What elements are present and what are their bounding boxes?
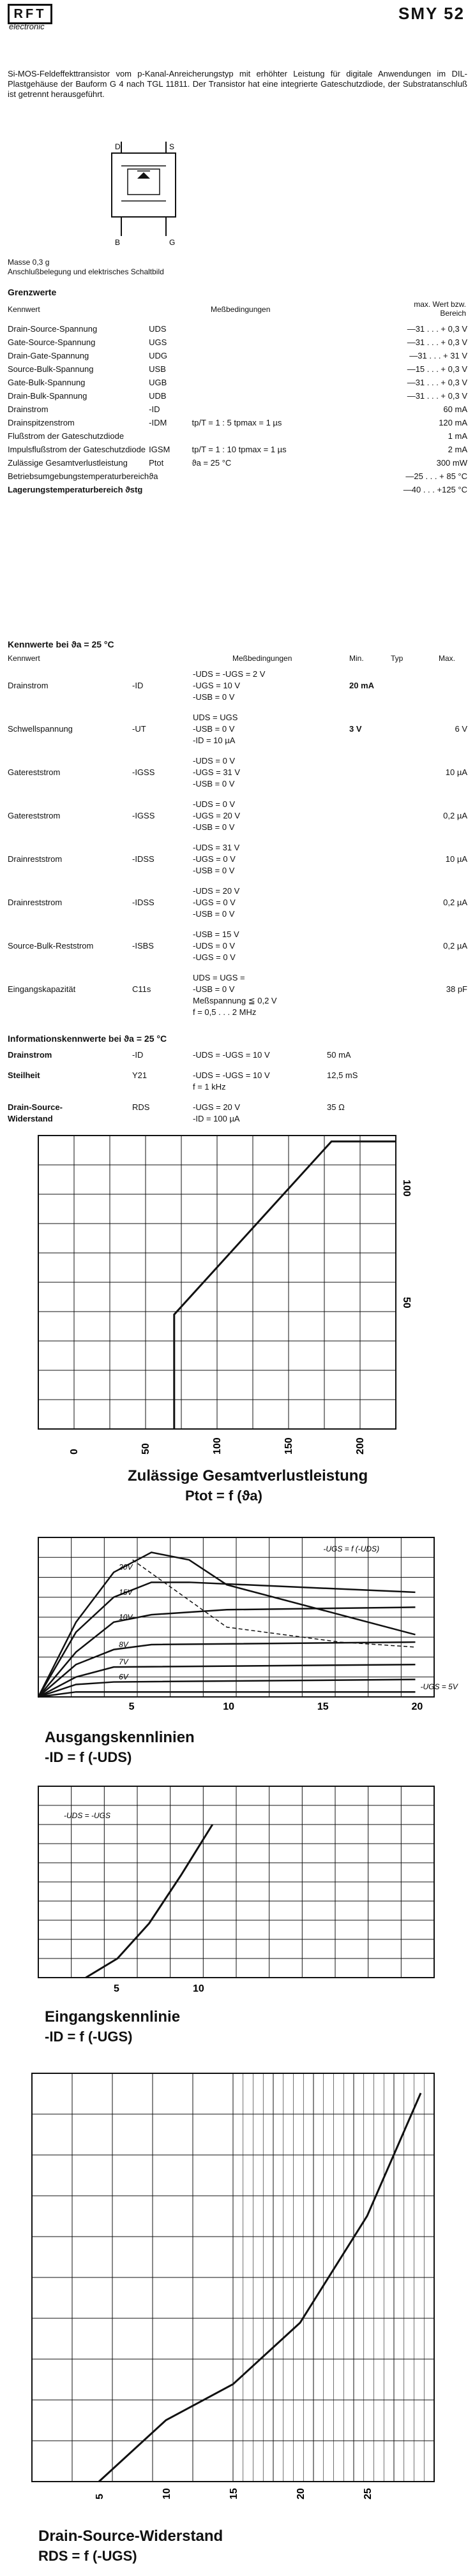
char-row xyxy=(8,972,467,1027)
limits-val: —15 . . . + 0,3 V xyxy=(407,364,467,374)
chart1-function: Ptot = f (ϑa) xyxy=(185,1488,262,1504)
output-curve xyxy=(38,1680,415,1697)
char-min: 20 mA xyxy=(349,681,375,690)
limits-row xyxy=(8,389,467,403)
limits-name: Drainstrom xyxy=(8,404,49,414)
info-val: 35 Ω xyxy=(327,1102,345,1112)
char-row xyxy=(8,842,467,885)
limits-row xyxy=(8,336,467,349)
info-name: Steilheit xyxy=(8,1070,40,1080)
char-name: Eingangskapazität xyxy=(8,984,76,994)
char-max: 10 µA xyxy=(445,767,467,777)
info-row xyxy=(8,1070,467,1097)
chart2-function: -ID = f (-UDS) xyxy=(45,1749,132,1765)
limits-row xyxy=(8,349,467,362)
char-max: 38 pF xyxy=(446,984,467,994)
chart2-title: Ausgangskennlinien xyxy=(45,1729,195,1746)
char-cond: -USB = 15 V -UDS = 0 V -UGS = 0 V xyxy=(193,929,239,962)
char-sym: -IGSS xyxy=(132,811,155,820)
char-sym: C11s xyxy=(132,984,151,994)
limits-cond: ϑa = 25 °C xyxy=(192,458,232,468)
package-diagram xyxy=(96,140,192,249)
limits-sym: IGSM xyxy=(149,445,170,454)
char-name: Drainreststrom xyxy=(8,854,63,864)
char-cond: UDS = UGS -USB = 0 V -ID = 10 µA xyxy=(193,713,238,745)
limits-name: Impulsflußstrom der Gateschutzdiode xyxy=(8,445,146,454)
limits-name: Drain-Gate-Spannung xyxy=(8,351,89,360)
limits-name: Drain-Bulk-Spannung xyxy=(8,391,87,401)
limits-row xyxy=(8,483,467,496)
char-col-name: Kennwert xyxy=(8,654,40,663)
info-sym: -ID xyxy=(132,1050,144,1060)
x-tick-label: 10 xyxy=(223,1701,235,1712)
limits-val: 2 mA xyxy=(448,445,467,454)
chart4-function: RDS = f (-UGS) xyxy=(38,2548,137,2564)
limits-val: 1 mA xyxy=(448,431,467,441)
limits-sym: USB xyxy=(149,364,166,374)
char-cond: -UDS = 31 V -UGS = 0 V -USB = 0 V xyxy=(193,843,240,875)
char-name: Gatereststrom xyxy=(8,767,61,777)
limits-col-val: max. Wert bzw. Bereich xyxy=(414,300,466,318)
limits-name: Lagerungstemperaturbereich ϑstg xyxy=(8,485,143,494)
char-cond: -UDS = 20 V -UGS = 0 V -USB = 0 V xyxy=(193,886,240,919)
x-tick-label: 5 xyxy=(114,1983,119,1994)
pin-label: D xyxy=(115,142,121,151)
limits-val: —31 . . . + 0,3 V xyxy=(407,391,467,401)
char-max: 6 V xyxy=(455,724,467,734)
limits-col-cond: Meßbedingungen xyxy=(211,305,271,314)
mass-text: Masse 0,3 g xyxy=(8,258,50,267)
info-val: 12,5 mS xyxy=(327,1070,358,1080)
limits-row xyxy=(8,376,467,389)
limits-name: Drainspitzenstrom xyxy=(8,418,75,427)
limits-val: —25 . . . + 85 °C xyxy=(405,471,467,481)
limits-val: —31 . . . + 31 V xyxy=(409,351,467,360)
info-row xyxy=(8,1049,467,1065)
chart-note: -UGS = f (-UDS) xyxy=(323,1544,380,1553)
limits-cond xyxy=(192,483,335,496)
info-title: Informationskennwerte bei ϑa = 25 °C xyxy=(8,1033,167,1044)
curve-label: 20V xyxy=(119,1562,133,1572)
limits-col-name: Kennwert xyxy=(8,305,40,314)
char-row xyxy=(8,799,467,842)
char-sym: -IGSS xyxy=(132,767,155,777)
char-sym: -ID xyxy=(132,681,144,690)
char-name: Drainstrom xyxy=(8,681,49,690)
logo-text: RFT xyxy=(13,6,47,21)
char-cond: -UDS = -UGS = 2 V -UGS = 10 V -USB = 0 V xyxy=(193,669,266,702)
info-name: Drainstrom xyxy=(8,1050,52,1060)
x-tick-label: 20 xyxy=(296,2488,306,2499)
limits-row xyxy=(8,443,467,456)
info-cond: -UGS = 20 V -ID = 100 µA xyxy=(193,1102,241,1123)
limits-name: Betriebsumgebungstemperaturbereich xyxy=(8,471,149,481)
info-cond: -UDS = -UGS = 10 V f = 1 kHz xyxy=(193,1070,270,1092)
y-tick-label: 100 xyxy=(401,1180,412,1197)
pin-label: G xyxy=(169,238,176,247)
info-sym: RDS xyxy=(132,1102,150,1112)
package-info xyxy=(8,258,164,277)
power-curve xyxy=(174,1141,396,1429)
char-sym: -IDSS xyxy=(132,898,155,907)
limits-name: Source-Bulk-Spannung xyxy=(8,364,94,374)
package-caption: Anschlußbelegung und elektrisches Schaltbild xyxy=(8,267,164,276)
chart-output-characteristics xyxy=(26,1531,458,1722)
chart-transfer-characteristic xyxy=(26,1780,453,2000)
char-col-min: Min. xyxy=(349,654,364,663)
chart3-function: -ID = f (-UGS) xyxy=(45,2029,133,2045)
power-hyperbola xyxy=(133,1560,416,1647)
limits-val: 120 mA xyxy=(439,418,467,427)
limits-sym: Ptot xyxy=(149,458,164,468)
output-curve xyxy=(38,1692,415,1697)
limits-sym: UDG xyxy=(149,351,168,360)
curve-label: 6V xyxy=(119,1672,128,1682)
x-tick-label: 5 xyxy=(128,1701,135,1712)
x-tick-label: 50 xyxy=(140,1443,151,1455)
curve-label: 8V xyxy=(119,1640,128,1649)
limits-cond xyxy=(192,470,335,483)
limits-row xyxy=(8,322,467,336)
limits-cond: tp/T = 1 : 10 tpmax = 1 µs xyxy=(192,445,287,454)
limits-val: —31 . . . + 0,3 V xyxy=(407,337,467,347)
chart-note: -UDS = -UGS xyxy=(64,1811,111,1820)
info-sym: Y21 xyxy=(132,1070,147,1080)
chart4-title: Drain-Source-Widerstand xyxy=(38,2528,223,2545)
limits-cond xyxy=(192,362,335,376)
char-name: Drainreststrom xyxy=(8,898,63,907)
limits-name: Zulässige Gesamtverlustleistung xyxy=(8,458,128,468)
char-row xyxy=(8,712,467,755)
output-curve xyxy=(38,1642,415,1697)
char-cond: UDS = UGS = -USB = 0 V Meßspannung ≦ 0,2 V f = 0,5 . . . 2 MHz xyxy=(193,973,277,1017)
char-row xyxy=(8,755,467,799)
char-row xyxy=(8,669,467,712)
output-curve xyxy=(38,1552,415,1697)
characteristics-title: Kennwerte bei ϑa = 25 °C xyxy=(8,639,114,649)
x-tick-label: 20 xyxy=(411,1701,423,1712)
chart3-title: Eingangskennlinie xyxy=(45,2008,181,2025)
limits-cond xyxy=(192,376,335,389)
curve-label: -UGS = 5V xyxy=(420,1682,458,1692)
limits-val: 300 mW xyxy=(436,458,467,468)
limits-title: Grenzwerte xyxy=(8,287,57,297)
chart-drain-source-resistance xyxy=(19,2067,460,2520)
x-tick-label: 15 xyxy=(317,1701,329,1712)
char-min: 3 V xyxy=(349,724,362,734)
curve-label: 7V xyxy=(119,1657,128,1667)
limits-sym: UGS xyxy=(149,337,167,347)
x-tick-label: 200 xyxy=(355,1437,366,1455)
char-max: 0,2 µA xyxy=(443,898,467,907)
limits-sym: ϑa xyxy=(149,471,158,481)
char-col-max: Max. xyxy=(439,654,456,663)
x-tick-label: 25 xyxy=(363,2488,373,2499)
limits-sym: -IDM xyxy=(149,418,167,427)
char-sym: -UT xyxy=(132,724,146,734)
part-number: SMY 52 xyxy=(398,4,465,23)
info-cond: -UDS = -UGS = 10 V xyxy=(193,1050,270,1060)
limits-name: Gate-Source-Spannung xyxy=(8,337,96,347)
limits-sym: UGB xyxy=(149,378,167,387)
limits-sym: UDB xyxy=(149,391,167,401)
intro-text: Si-MOS-Feldeffekttransistor vom p-Kanal-Anreicherungstyp mit erhöhter Leistung für digitale Anwendungen im DIL-Plastgehäuse der Bauform G 4 nach TGL 11811. Der Transistor hat eine integrierte Gateschutzdiode, der Substratanschluß ist getrennt herausgeführt. xyxy=(8,69,467,99)
x-tick-label: 15 xyxy=(229,2488,239,2499)
curve-label: 15V xyxy=(119,1587,133,1597)
limits-sym xyxy=(149,429,192,443)
char-row xyxy=(8,885,467,929)
limits-cond: tp/T = 1 : 5 tpmax = 1 µs xyxy=(192,418,282,427)
info-val: 50 mA xyxy=(327,1050,351,1060)
limits-sym: -ID xyxy=(149,404,160,414)
char-name: Gatereststrom xyxy=(8,811,61,820)
limits-row xyxy=(8,362,467,376)
limits-name: Drain-Source-Spannung xyxy=(8,324,98,334)
limits-cond xyxy=(192,429,335,443)
info-name: Drain-Source-Widerstand xyxy=(8,1102,63,1123)
rds-curve xyxy=(99,2093,421,2482)
limits-cond xyxy=(192,389,335,403)
x-tick-label: 150 xyxy=(283,1437,294,1455)
char-max: 0,2 µA xyxy=(443,811,467,820)
char-row xyxy=(8,929,467,972)
limits-table xyxy=(8,322,467,496)
chart-power-derating xyxy=(26,1129,434,1461)
limits-cond xyxy=(192,349,335,362)
limits-row xyxy=(8,416,467,429)
pin-label: S xyxy=(169,142,175,151)
limits-val: —31 . . . + 0,3 V xyxy=(407,378,467,387)
limits-row xyxy=(8,429,467,443)
char-cond: -UDS = 0 V -UGS = 31 V -USB = 0 V xyxy=(193,756,241,788)
info-row xyxy=(8,1102,467,1129)
char-name: Schwellspannung xyxy=(8,724,73,734)
limits-cond xyxy=(192,403,335,416)
limits-row xyxy=(8,470,467,483)
limits-row xyxy=(8,403,467,416)
curve-label: 10V xyxy=(119,1612,133,1622)
limits-val: —40 . . . +125 °C xyxy=(403,485,467,494)
limits-sym: UDS xyxy=(149,324,167,334)
char-max: 0,2 µA xyxy=(443,941,467,951)
char-max: 10 µA xyxy=(445,854,467,864)
char-sym: -IDSS xyxy=(132,854,155,864)
limits-name: Flußstrom der Gateschutzdiode xyxy=(8,431,124,441)
char-col-cond: Meßbedingungen xyxy=(232,654,292,663)
limits-cond xyxy=(192,336,335,349)
x-tick-label: 0 xyxy=(69,1449,80,1455)
x-tick-label: 10 xyxy=(162,2488,172,2499)
logo-subtitle: electronic xyxy=(9,22,45,31)
limits-cond xyxy=(192,322,335,336)
limits-val: 60 mA xyxy=(443,404,467,414)
x-tick-label: 10 xyxy=(193,1983,204,1994)
limits-name: Gate-Bulk-Spannung xyxy=(8,378,86,387)
chart1-title: Zulässige Gesamtverlustleistung xyxy=(128,1467,368,1484)
x-tick-label: 100 xyxy=(212,1437,223,1455)
char-name: Source-Bulk-Reststrom xyxy=(8,941,94,951)
char-cond: -UDS = 0 V -UGS = 20 V -USB = 0 V xyxy=(193,799,241,832)
y-tick-label: 50 xyxy=(401,1297,412,1308)
x-tick-label: 5 xyxy=(94,2494,105,2499)
limits-sym xyxy=(149,483,192,496)
pin-label: B xyxy=(115,238,121,247)
char-col-typ: Typ xyxy=(391,654,403,663)
limits-row xyxy=(8,456,467,470)
limits-val: —31 . . . + 0,3 V xyxy=(407,324,467,334)
char-sym: -ISBS xyxy=(132,941,154,951)
